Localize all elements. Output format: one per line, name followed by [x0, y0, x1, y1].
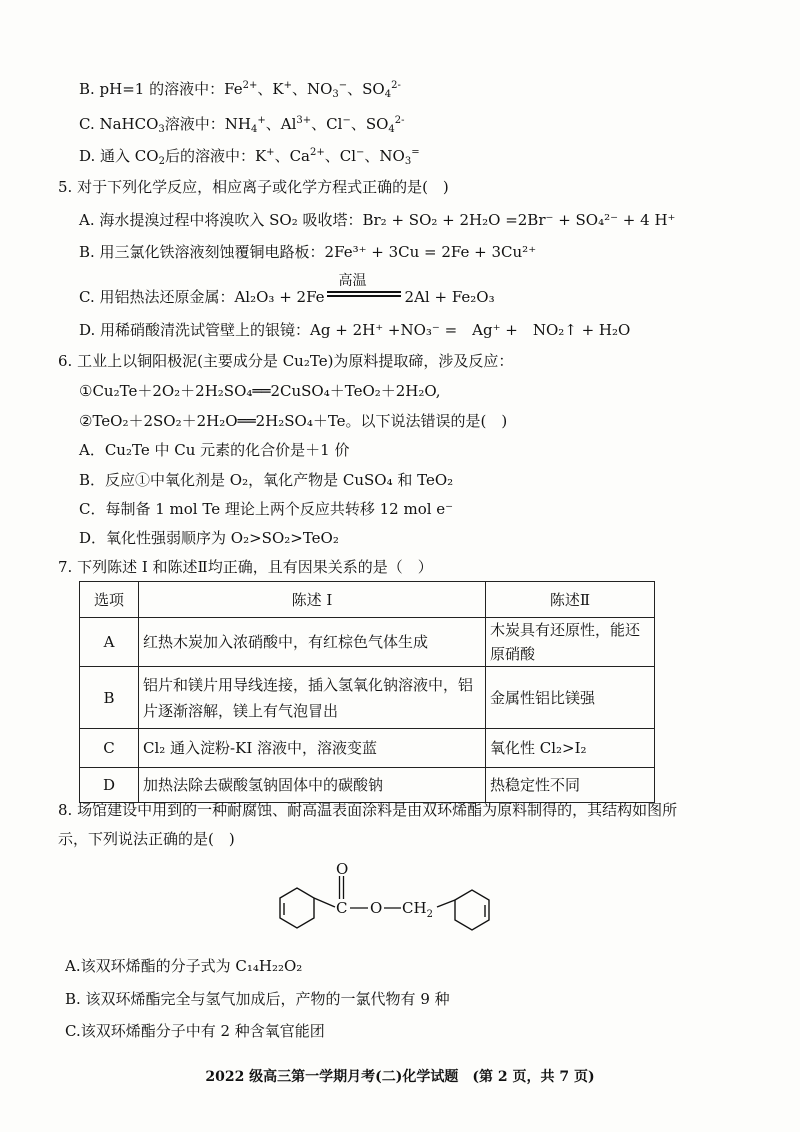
q7-table	[79, 581, 655, 803]
table-row	[80, 768, 655, 803]
left-ring	[280, 888, 314, 928]
q8-option-b: B. 该双环烯酯完全与氢气加成后，产物的一氯代物有 9 种	[65, 990, 450, 1008]
q7-stem: 7. 下列陈述 I 和陈述Ⅱ均正确，且有因果关系的是（ ）	[58, 558, 433, 576]
header-option: 选项	[80, 582, 139, 618]
q5-c-pre: C. 用铝热法还原金属：Al₂O₃ + 2Fe	[79, 288, 325, 306]
q5-option-a: A. 海水提溴过程中将溴吹入 SO₂ 吸收塔：Br₂ + SO₂ + 2H₂O =2Br⁻ + SO₄²⁻ + 4 H⁺	[79, 211, 676, 229]
bond-ring-carbonyl	[314, 898, 335, 907]
row-statement-2: 氧化性 Cl₂>I₂	[486, 729, 655, 768]
row-key: A	[80, 618, 139, 667]
q6-option-a: A．Cu₂Te 中 Cu 元素的化合价是＋1 价	[79, 441, 350, 459]
q4-option-c: C. NaHCO$_3$溶液中：$NH_4^+$、$Al^{3+}$、Cl−、$SO_4^{2-}$	[79, 115, 405, 135]
q6-option-c: C．每制备 1 mol Te 理论上两个反应共转移 12 mol e⁻	[79, 500, 454, 518]
row-key: C	[80, 729, 139, 768]
right-ring	[455, 890, 489, 930]
row-statement-1: Cl₂ 通入淀粉-KI 溶液中，溶液变蓝	[139, 729, 486, 768]
q5-option-b: B. 用三氯化铁溶液刻蚀覆铜电路板：2Fe³⁺ + 3Cu = 2Fe + 3Cu²⁺	[79, 243, 537, 261]
condition-label: 高温	[338, 273, 367, 289]
row-statement-1: 铝片和镁片用导线连接，插入氢氧化钠溶液中，铝片逐渐溶解，镁上有气泡冒出	[139, 667, 486, 729]
q6-stem: 6. 工业上以铜阳极泥(主要成分是 Cu₂Te)为原料提取碲，涉及反应：	[58, 352, 514, 370]
table-row	[80, 667, 655, 729]
q5-option-c	[79, 273, 495, 307]
q5-stem: 5. 对于下列化学反应，相应离子或化学方程式正确的是( )	[58, 178, 449, 196]
q8-option-a: A.该双环烯酯的分子式为 C₁₄H₂₂O₂	[65, 957, 303, 975]
q8-stem-line-1: 8. 场馆建设中用到的一种耐腐蚀、耐高温表面涂料是由双环烯酯为原料制得的，其结构如图所	[58, 801, 678, 819]
reaction-condition-arrow	[325, 273, 405, 307]
bond-ch2-ring	[437, 900, 455, 907]
bicyclic-ester-structure	[275, 860, 505, 945]
header-statement-2: 陈述Ⅱ	[486, 582, 655, 618]
row-statement-1: 红热木炭加入浓硝酸中，有红棕色气体生成	[139, 618, 486, 667]
q6-option-d: D．氧化性强弱顺序为 O₂>SO₂>TeO₂	[79, 529, 339, 547]
carbonyl-oxygen-label: O	[336, 860, 349, 878]
table-row	[80, 618, 655, 667]
row-key: D	[80, 768, 139, 803]
page-footer: 2022 级高三第一学期月考(二)化学试题 (第 2 页，共 7 页)	[205, 1069, 595, 1085]
q5-c-post: 2Al + Fe₂O₃	[404, 288, 495, 306]
row-statement-1: 加热法除去碳酸氢钠固体中的碳酸钠	[139, 768, 486, 803]
ester-oxygen-label: O	[370, 899, 383, 917]
q6-reaction-2: ②TeO₂＋2SO₂＋2H₂O══2H₂SO₄＋Te。以下说法错误的是( )	[79, 412, 508, 430]
table-row	[80, 729, 655, 768]
q4-option-b: B. pH=1 的溶液中：$Fe^{2+}$、K+、$NO_3^-$、$SO_4^{2-}$	[79, 80, 401, 100]
table-header-row	[80, 582, 655, 618]
q4-option-d: D. 通入 $CO_2$后的溶液中：K+、$Ca^{2+}$、Cl−、$NO_3^=$	[79, 147, 420, 167]
carbonyl-carbon-label: C	[336, 899, 348, 917]
q5-option-d: D. 用稀硝酸清洗试管壁上的银镜：Ag + 2H⁺ +NO₃⁻ = Ag⁺ + NO₂↑ + H₂O	[79, 321, 631, 339]
q6-reaction-1: ①Cu₂Te＋2O₂＋2H₂SO₄══2CuSO₄＋TeO₂＋2H₂O,	[79, 382, 441, 400]
row-statement-2: 热稳定性不同	[486, 768, 655, 803]
q8-option-c: C.该双环烯酯分子中有 2 种含氧官能团	[65, 1022, 325, 1040]
q8-stem-line-2: 示，下列说法正确的是( )	[58, 830, 235, 848]
methylene-subscript: 2	[426, 909, 433, 920]
row-statement-2: 金属性铝比镁强	[486, 667, 655, 729]
row-key: B	[80, 667, 139, 729]
methylene-label: $CH_2$	[402, 899, 433, 920]
header-statement-1: 陈述 I	[139, 582, 486, 618]
q6-option-b: B．反应①中氧化剂是 O₂，氧化产物是 CuSO₄ 和 TeO₂	[79, 471, 454, 489]
row-statement-2: 木炭具有还原性，能还原硝酸	[486, 618, 655, 667]
